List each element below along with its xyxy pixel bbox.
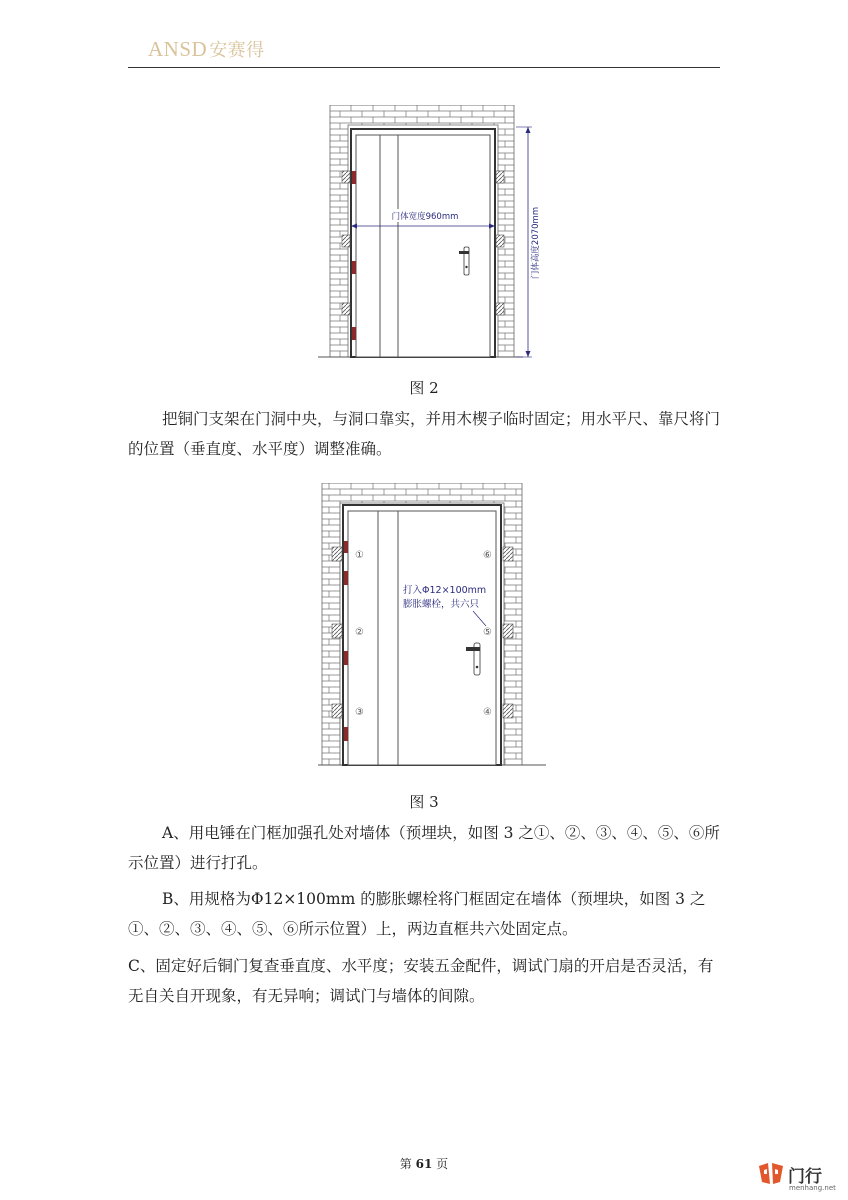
- figure-3-anchor-points: [318, 483, 548, 773]
- figure-3-caption: 图 3: [409, 793, 439, 811]
- point-2-marker: ②: [355, 627, 364, 638]
- bolt-note-line-1: 打入Φ12×100mm: [403, 585, 487, 596]
- logo-latin: ANSD: [148, 37, 208, 61]
- watermark-logo-icon: [758, 1162, 784, 1186]
- page-number-value: 61: [415, 1157, 433, 1171]
- point-1-marker: ①: [355, 550, 364, 561]
- logo-chinese: 安赛得: [209, 40, 265, 61]
- point-6-marker: ⑥: [483, 550, 492, 561]
- bolt-note-line-2: 膨胀螺栓，共六只: [403, 599, 480, 610]
- paragraph-step-c: C、固定好后铜门复查垂直度、水平度；安装五金配件，调试门扇的开启是否灵活，有无自关自开现象，有无异响；调试门与墙体的间隙。: [128, 957, 714, 1005]
- door-height-label: 门体高度2070mm: [531, 206, 541, 280]
- watermark-name: 门行: [788, 1167, 822, 1187]
- paragraph-positioning: 把铜门支架在门洞中央，与洞口靠实，并用木楔子临时固定；用水平尺、靠尺将门的位置（垂直度、水平度）调整准确。: [128, 410, 721, 458]
- door-width-label: 门体宽度960mm: [391, 212, 459, 222]
- point-5-marker: ⑤: [483, 627, 492, 638]
- paragraph-step-a: A、用电锤在门框加强孔处对墙体（预埋块，如图 3 之①、②、③、④、⑤、⑥所示位置）进行打孔。: [128, 824, 720, 872]
- page-number: [0, 1155, 848, 1172]
- figure-2-caption: 图 2: [409, 379, 439, 397]
- page-prefix: 第: [399, 1157, 412, 1171]
- watermark-url: menhang.net: [789, 1184, 836, 1192]
- header-divider: [128, 67, 720, 68]
- point-3-marker: ③: [355, 707, 364, 718]
- page-suffix: 页: [436, 1157, 449, 1171]
- header-logo: [148, 36, 265, 62]
- point-4-marker: ④: [483, 707, 492, 718]
- figure-2-door-dimensions: [318, 105, 548, 367]
- watermark: [758, 1160, 842, 1194]
- paragraph-step-b: B、用规格为Φ12×100mm 的膨胀螺栓将门框固定在墙体（预埋块，如图 3 之①、②、③、④、⑤、⑥所示位置）上，两边直框共六处固定点。: [128, 890, 706, 938]
